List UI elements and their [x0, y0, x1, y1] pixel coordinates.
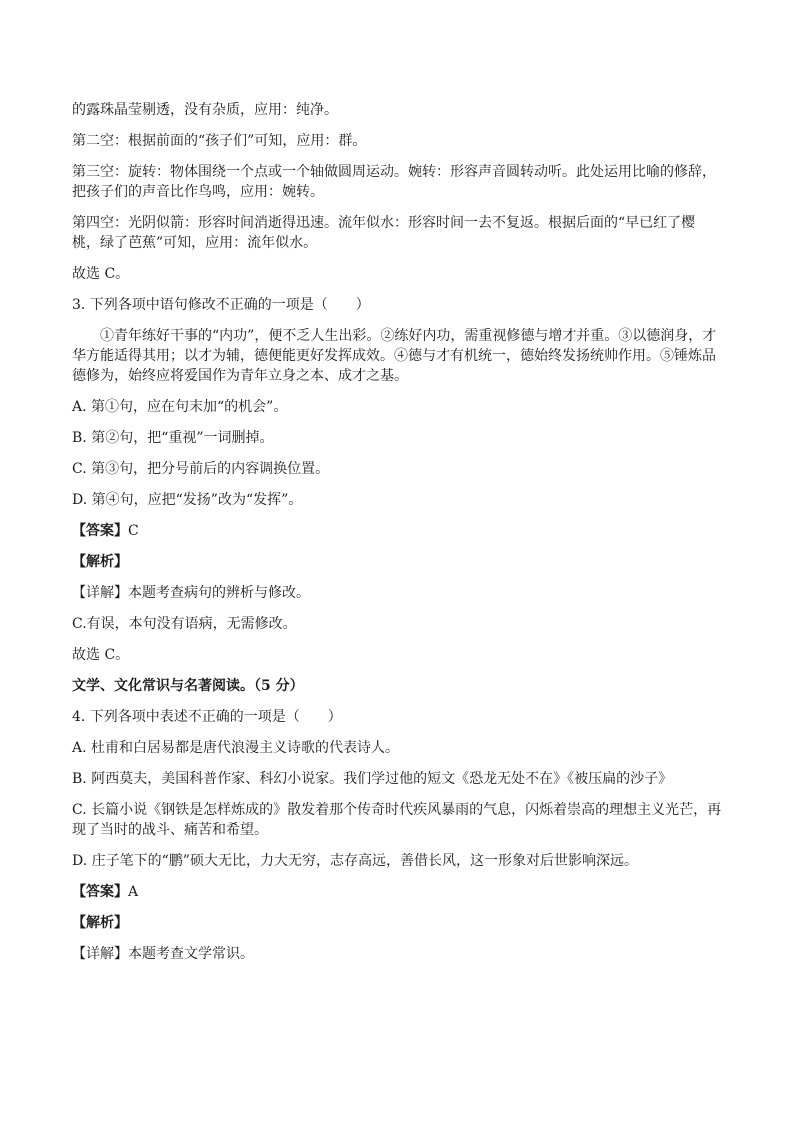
answer-value: A	[128, 884, 139, 900]
section-4-title: 文学、文化常识与名著阅读。（5 分）	[72, 678, 304, 694]
question-4-option-b: B. 阿西莫夫，美国科普作家、科幻小说家。我们学过他的短文《恐龙无处不在》《被压扁的沙子》	[72, 771, 673, 787]
question-4-option-d: D. 庄子笔下的“鹏”硕大无比，力大无穷，志存高远，善借长风，这一形象对后世影响深远。	[72, 853, 638, 869]
question-4-stem: 4. 下列各项中表述不正确的一项是（ ）	[72, 709, 342, 725]
paragraph-2: 第二空：根据前面的“孩子们”可知，应用：群。	[72, 133, 367, 149]
paragraph-5: 故选 C。	[72, 266, 130, 282]
question-3-stem: 3. 下列各项中语句修改不正确的一项是（ ）	[72, 297, 370, 313]
question-3-passage: ①青年练好干事的“内功”，便不乏人生出彩。②练好内功，需重视修德与增才并重。③以德润身，才华方能适得其用；以才为辅，德便能更好发挥成效。④德与才有机统一，德始终发扬统帅作用。⑤锤炼品德修为，始终应将爱国作为青年立身之本、成才之基。	[72, 328, 717, 384]
question-3-option-b: B. 第②句，把“重视”一词删掉。	[72, 430, 274, 446]
question-3-detail: 【详解】本题考查病句的辨析与修改。	[72, 585, 310, 601]
question-4-analysis-label: 【解析】	[72, 915, 128, 931]
question-4-option-c: C. 长篇小说《钢铁是怎样炼成的》散发着那个传奇时代疾风暴雨的气息，闪烁着崇高的理想主义光芒，再现了当时的战斗、痛苦和希望。	[72, 802, 722, 838]
question-3-option-d: D. 第④句，应把“发扬”改为“发挥”。	[72, 492, 303, 508]
question-3-answer	[72, 521, 722, 541]
question-3-analysis-label: 【解析】	[72, 554, 128, 570]
paragraph-4: 第四空：光阴似箭：形容时间消逝得迅速。流年似水：形容时间一去不复返。根据后面的“早已红了樱桃，绿了芭蕉”可知，应用：流年似水。	[72, 215, 696, 251]
question-4-answer	[72, 882, 722, 902]
answer-label: 【答案】	[72, 884, 128, 900]
question-4-option-a: A. 杜甫和白居易都是唐代浪漫主义诗歌的代表诗人。	[72, 740, 400, 756]
answer-value: C	[128, 523, 139, 539]
question-3-option-c: C. 第③句，把分号前后的内容调换位置。	[72, 461, 330, 477]
document-page	[72, 100, 722, 975]
question-4-detail: 【详解】本题考查文学常识。	[72, 946, 254, 962]
question-3-option-a: A. 第①句，应在句末加“的机会”。	[72, 399, 288, 415]
question-3-conclusion: 故选 C。	[72, 647, 130, 663]
question-3-explanation: C.有误，本句没有语病，无需修改。	[72, 616, 297, 632]
paragraph-1: 的露珠晶莹剔透，没有杂质，应用：纯净。	[72, 102, 338, 118]
paragraph-3: 第三空：旋转：物体围绕一个点或一个轴做圆周运动。婉转：形容声音圆转动听。此处运用比喻的修辞，把孩子们的声音比作鸟鸣，应用：婉转。	[72, 164, 716, 200]
answer-label: 【答案】	[72, 523, 128, 539]
